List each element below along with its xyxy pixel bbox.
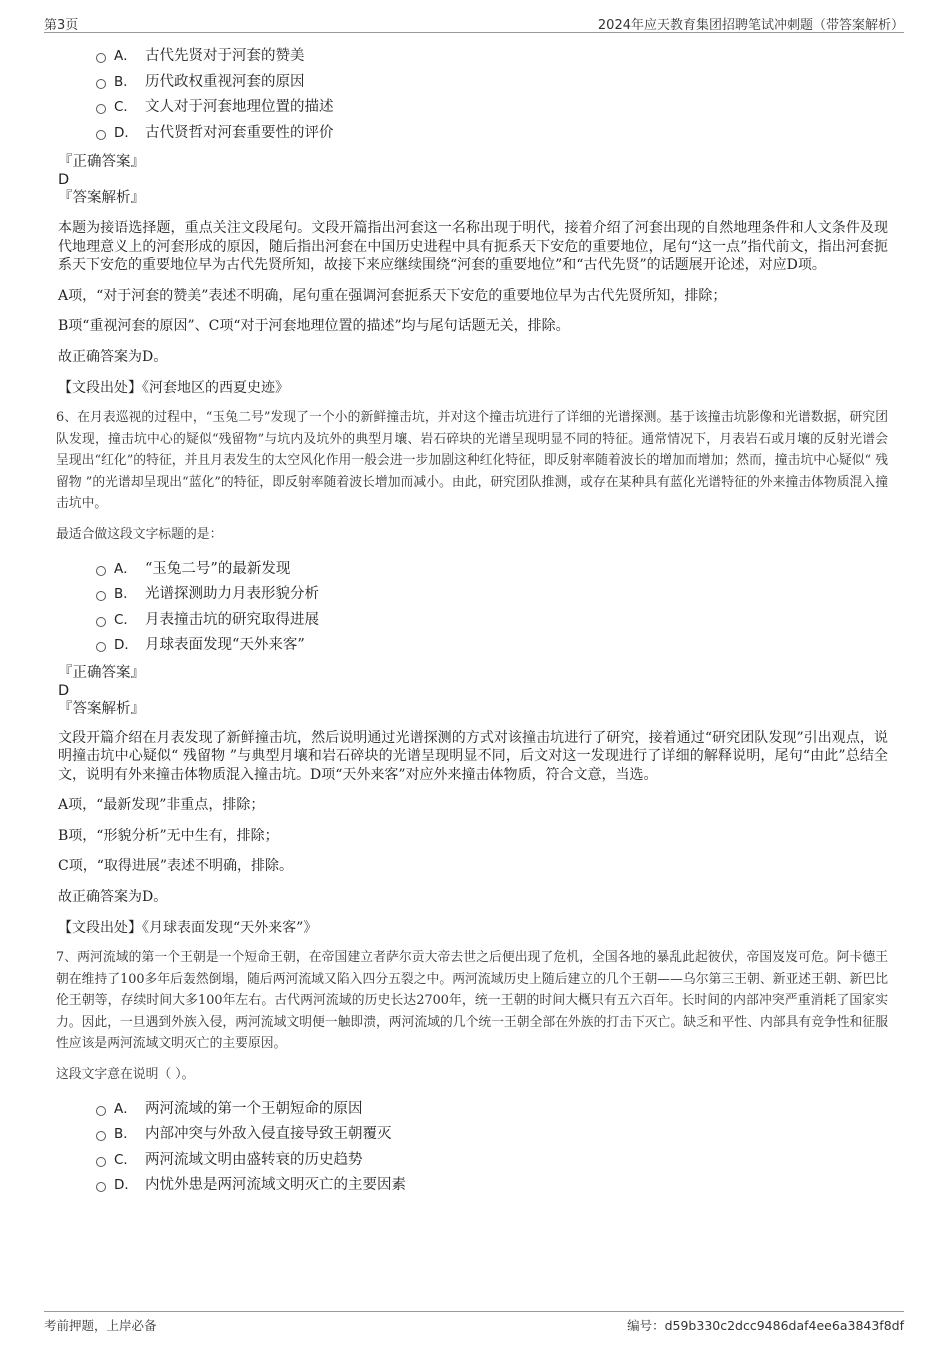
q5-analysis-conclusion: 故正确答案为D。 xyxy=(58,348,168,365)
q7-ask: 这段文字意在说明（ ）。 xyxy=(56,1066,195,1082)
q7-option-a[interactable]: A． 两河流域的第一个王朝短命的原因 xyxy=(96,1097,888,1123)
q6-analysis-b: B项，“形貌分析”无中生有，排除； xyxy=(58,827,279,844)
q5-analysis-bc: B项“重视河套的原因”、C项“对于河套地理位置的描述”均与尾句话题无关，排除。 xyxy=(58,318,570,334)
radio-icon[interactable] xyxy=(96,79,106,89)
q5-option-d[interactable]: D． 古代贤哲对河套重要性的评价 xyxy=(96,121,888,147)
page-header xyxy=(44,12,904,33)
radio-icon[interactable] xyxy=(96,566,106,576)
q6-option-c[interactable]: C． 月表撞击坑的研究取得进展 xyxy=(96,608,888,634)
radio-icon[interactable] xyxy=(96,1131,106,1141)
document-code: 编号：d59b330c2dcc9486daf4ee6a3843f8df xyxy=(627,1318,904,1333)
q5-option-c[interactable]: C． 文人对于河套地理位置的描述 xyxy=(96,95,888,121)
page-number: 第3页 xyxy=(44,18,79,33)
q6-analysis-main: 文段开篇介绍在月表发现了新鲜撞击坑，然后说明通过光谱探测的方式对该撞击坑进行了研究，接着通过“研究团队发现”引出观点，说明撞击坑中心疑似“ 残留物 ”与典型月壤和岩石碎块的光谱呈现明显不同，后文对这一发现进行了详细的解释说明，尾句“由此”总结全文，说明有外来撞击体物质混入撞击坑。D项“天外来客”对应外来撞击体物质，符合文意，当选。 xyxy=(58,729,888,783)
q7-option-b[interactable]: B． 内部冲突与外敌入侵直接导致王朝覆灭 xyxy=(96,1122,888,1148)
q6-analysis-c: C项，“取得进展”表述不明确，排除。 xyxy=(58,858,294,874)
q6-text: 6、在月表巡视的过程中，“玉兔二号”发现了一个小的新鲜撞击坑，并对这个撞击坑进行了详细的光谱探测。基于该撞击坑影像和光谱数据，研究团队发现，撞击坑中心的疑似“残留物”与坑内及坑外的典型月壤、岩石碎块的光谱呈现明显不同的特征。通常情况下，月表岩石或月壤的反射光谱会呈现出“红化”的特征，并且月表发生的太空风化作用一般会进一步加剧这种红化特征，即反射率随着波长的增加而增加；然而，撞击坑中心疑似“ 残留物 ”的光谱却呈现出“蓝化”的特征，即反射率随着波长增加而减小。由此，研究团队推测，或存在某种具有蓝化光谱特征的外来撞击体物质混入撞击坑中。 xyxy=(56,410,888,511)
page-footer xyxy=(44,1311,904,1336)
q6-option-a[interactable]: A． “玉兔二号”的最新发现 xyxy=(96,557,888,583)
q5-options xyxy=(96,44,888,146)
radio-icon[interactable] xyxy=(96,642,106,652)
q6-option-b[interactable]: B． 光谱探测助力月表形貌分析 xyxy=(96,582,888,608)
q5-source: 【文段出处】《河套地区的西夏史迹》 xyxy=(58,380,289,396)
q6-source: 【文段出处】《月球表面发现“天外来客”》 xyxy=(58,920,318,936)
radio-icon[interactable] xyxy=(96,591,106,601)
analysis-label: 『答案解析』 xyxy=(58,190,145,206)
q7-option-d[interactable]: D． 内忧外患是两河流域文明灭亡的主要因素 xyxy=(96,1173,888,1199)
correct-answer-label: 『正确答案』 xyxy=(58,154,145,170)
radio-icon[interactable] xyxy=(96,1157,106,1167)
radio-icon[interactable] xyxy=(96,104,106,114)
q7-option-c[interactable]: C． 两河流域文明由盛转衰的历史趋势 xyxy=(96,1148,888,1174)
radio-icon[interactable] xyxy=(96,1182,106,1192)
q5-analysis-a: A项，“对于河套的赞美”表述不明确，尾句重在强调河套扼系天下安危的重要地位早为古代先贤所知，排除； xyxy=(58,287,727,304)
q5-answer: D xyxy=(58,172,70,188)
q7-options xyxy=(96,1097,888,1199)
radio-icon[interactable] xyxy=(96,130,106,140)
q5-option-b[interactable]: B． 历代政权重视河套的原因 xyxy=(96,70,888,96)
footer-slogan: 考前押题，上岸必备 xyxy=(44,1318,157,1333)
q6-analysis-a: A项，“最新发现”非重点，排除； xyxy=(58,797,265,813)
q5-analysis-main: 本题为接语选择题，重点关注文段尾句。文段开篇指出河套这一名称出现于明代，接着介绍了河套出现的自然地理条件和人文条件及现代地理意义上的河套形成的原因，随后指出河套在中国历史进程中具有扼系天下安危的重要地位，尾句“这一点”指代前文，指出河套扼系天下安危的重要地位早为古代先贤所知，故接下来应继续围绕“河套的重要地位”和“古代先贤”的话题展开论述，对应D项。 xyxy=(58,220,888,273)
radio-icon[interactable] xyxy=(96,1106,106,1116)
q6-analysis-conclusion: 故正确答案为D。 xyxy=(58,888,168,905)
q7-text: 7、两河流域的第一个王朝是一个短命王朝，在帝国建立者萨尔贡大帝去世之后便出现了危机，全国各地的暴乱此起彼伏，帝国岌岌可危。阿卡德王朝在维持了100多年后轰然倒塌，随后两河流域又陷入四分五裂之中。两河流域历史上随后建立的几个王朝——乌尔第三王朝、新亚述王朝、新巴比伦王朝等，存续时间大多100年左右。古代两河流域的历史长达2700年，统一王朝的时间大概只有五六百年。长时间的内部冲突严重消耗了国家实力。因此，一旦遇到外族入侵，两河流域文明便一触即溃，两河流域的几个统一王朝全部在外族的打击下灭亡。缺乏和平性、内部具有竞争性和征服性应该是两河流域文明灭亡的主要原因。 xyxy=(56,950,888,1051)
q5-option-a[interactable]: A． 古代先贤对于河套的赞美 xyxy=(96,44,888,70)
correct-answer-label: 『正确答案』 xyxy=(58,664,145,681)
document-title: 2024年应天教育集团招聘笔试冲刺题（带答案解析） xyxy=(597,18,904,33)
page-content xyxy=(56,44,888,1199)
q6-ask: 最适合做这段文字标题的是： xyxy=(56,526,223,542)
q6-options xyxy=(96,557,888,659)
radio-icon[interactable] xyxy=(96,53,106,63)
radio-icon[interactable] xyxy=(96,617,106,627)
q6-answer: D xyxy=(58,682,70,699)
q6-option-d[interactable]: D． 月球表面发现“天外来客” xyxy=(96,633,888,659)
analysis-label: 『答案解析』 xyxy=(58,700,145,717)
